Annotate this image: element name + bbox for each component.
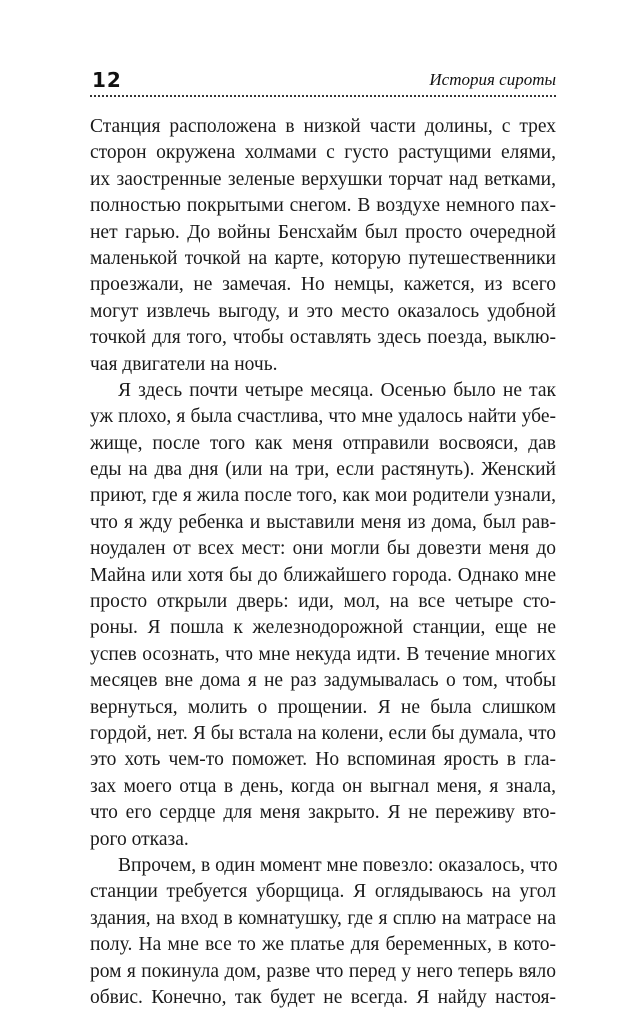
text-line: маленькой точкой на карте, которую путешественники [90, 247, 556, 269]
text-line: нет гарью. До войны Бенсхайм был просто очередной [90, 221, 556, 243]
text-line: станции требуется уборщица. Я оглядываюсь на угол [90, 881, 556, 903]
text-line: рого отказа. [90, 828, 189, 850]
body-text [90, 114, 556, 1011]
text-line: полу. На мне все то же платье для беременных, в кото- [90, 934, 556, 956]
text-line: их заостренные зеленые верхушки торчат над ветками, [90, 168, 556, 190]
text-line: вернуться, молить о прощении. Я не была слишком [90, 696, 556, 718]
text-line: могут извлечь выгоду, и это место оказалось удобной [90, 300, 556, 322]
text-line: роны. Я пошла к железнодорожной станции, еще не [90, 617, 556, 639]
text-line: жище, после того как меня отправили восвояси, дав [90, 432, 556, 454]
text-line: приют, где я жила после того, как мои родители узнали, [90, 485, 556, 507]
header-dotted-rule [90, 95, 556, 97]
text-line: это хоть чем-то поможет. Но вспоминая ярость в гла- [90, 749, 556, 771]
text-line: ром я покинула дом, разве что перед у него теперь вяло [90, 960, 556, 982]
page-number: 12 [92, 68, 122, 92]
paragraph [90, 378, 556, 853]
text-line: здания, на вход в комнатушку, где я сплю на матрасе на [90, 907, 556, 929]
running-title: История сироты [429, 70, 556, 89]
text-line: успев осознать, что мне некуда идти. В течение многих [90, 643, 556, 665]
text-line: сторон окружена холмами с густо растущими елями, [90, 142, 556, 164]
paragraph [90, 853, 556, 1011]
text-line: что его сердце для меня закрыто. Я не переживу вто- [90, 802, 556, 824]
paragraph [90, 114, 556, 378]
text-line: Майна или хотя бы до ближайшего города. Однако мне [90, 564, 556, 586]
text-line: чая двигатели на ночь. [90, 353, 278, 375]
text-line: проезжали, не замечая. Но немцы, кажется, из всего [90, 274, 556, 296]
text-line: ноудален от всех мест: они могли бы довезти меня до [90, 538, 556, 560]
text-line: обвис. Конечно, так будет не всегда. Я найду настоя- [90, 986, 556, 1008]
text-line: Я здесь почти четыре месяца. Осенью было не так [118, 379, 556, 401]
text-line: Впрочем, в один момент мне повезло: оказалось, что [118, 854, 558, 876]
text-line: уж плохо, я была счастлива, что мне удалось найти убе- [90, 406, 556, 428]
text-line: точкой для того, чтобы оставлять здесь поезда, выклю- [90, 327, 556, 349]
text-line: гордой, нет. Я бы встала на колени, если бы думала, что [90, 722, 556, 744]
text-line: Станция расположена в низкой части долины, с трех [90, 116, 556, 137]
text-line: зах моего отца в день, когда он выгнал меня, я знала, [90, 775, 556, 797]
text-line: еды на два дня (или на три, если растянуть). Женский [90, 459, 556, 481]
page-header [90, 64, 556, 96]
text-line: полностью покрытыми снегом. В воздухе немного пах- [90, 195, 556, 217]
text-line: месяцев вне дома я не раз задумывалась о том, чтобы [90, 670, 556, 692]
text-line: просто открыли дверь: иди, мол, на все четыре сто- [90, 591, 556, 613]
text-line: что я жду ребенка и выставили меня из дома, был рав- [90, 511, 556, 533]
